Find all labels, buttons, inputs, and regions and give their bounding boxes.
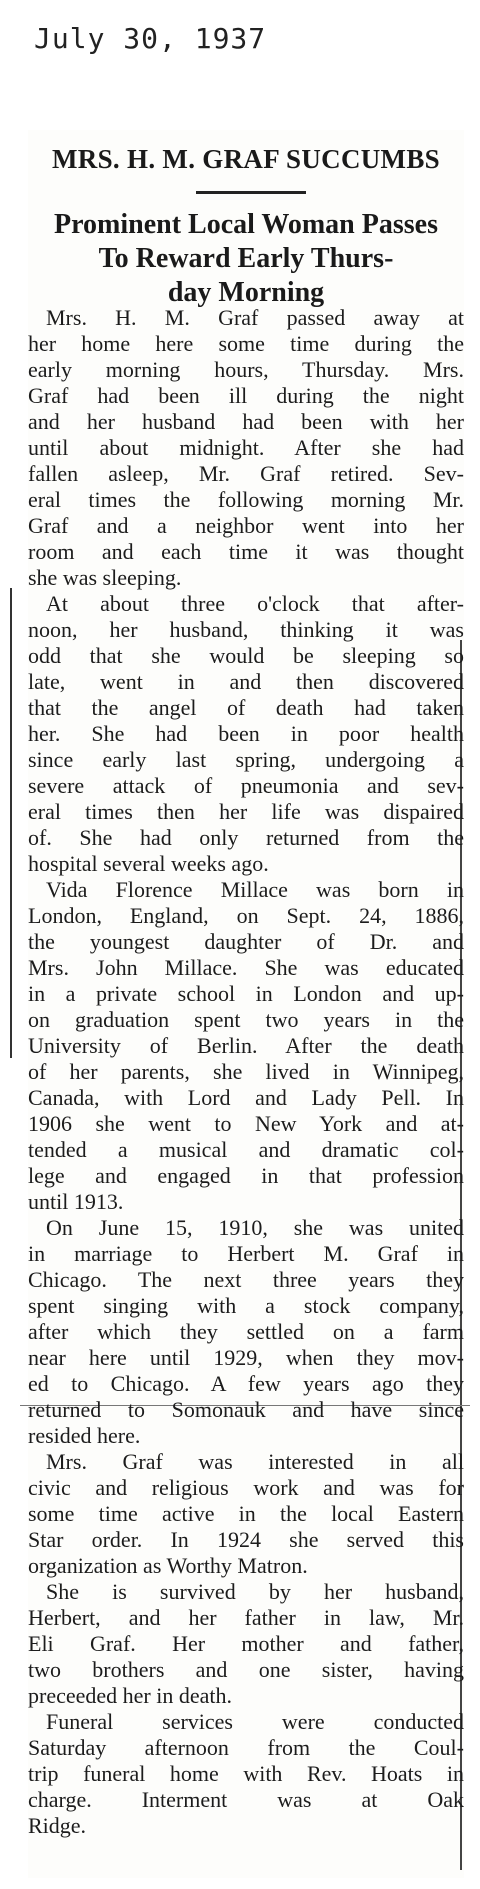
- article-paragraph: [28, 1579, 464, 1709]
- clipping-left-edge: [10, 588, 12, 1058]
- article-line: fallen asleep, Mr. Graf retired. Sev-: [28, 461, 464, 486]
- article-line: civic and religious work and was for: [28, 1475, 464, 1500]
- article-line: of. She had only returned from the: [28, 825, 464, 850]
- article-paragraph: [28, 1215, 464, 1449]
- article-line: two brothers and one sister, having: [28, 1657, 464, 1682]
- article-line: trip funeral home with Rev. Hoats in: [28, 1761, 464, 1786]
- article-line: and her husband had been with her: [28, 409, 464, 434]
- article-line: early morning hours, Thursday. Mrs.: [28, 357, 464, 382]
- subheadline-line: day Morning: [167, 277, 325, 308]
- article-line: her. She had been in poor health: [28, 721, 464, 746]
- article-line: At about three o'clock that after-: [46, 591, 464, 616]
- article-line: that the angel of death had taken: [28, 695, 464, 720]
- article-line: since early last spring, undergoing a: [28, 747, 464, 772]
- article-line: Graf and a neighbor went into her: [28, 513, 464, 538]
- article-line: in a private school in London and up-: [28, 981, 464, 1006]
- article-line: Mrs. H. M. Graf passed away at: [46, 305, 464, 330]
- article-line: in marriage to Herbert M. Graf in: [28, 1241, 464, 1266]
- article-line: she was sleeping.: [28, 565, 182, 590]
- article-line: preceeded her in death.: [28, 1683, 232, 1708]
- article-line: until 1913.: [28, 1189, 124, 1214]
- article-line: tended a musical and dramatic col-: [28, 1137, 464, 1162]
- article-line: the youngest daughter of Dr. and: [28, 929, 464, 954]
- article-line: until about midnight. After she had: [28, 435, 464, 460]
- article-line: Ridge.: [28, 1813, 87, 1838]
- article-line: Canada, with Lord and Lady Pell. In: [28, 1085, 464, 1110]
- article-line: returned to Somonauk and have since: [28, 1397, 464, 1422]
- subheadline: [28, 208, 464, 310]
- article-line: Mrs. Graf was interested in all: [46, 1449, 464, 1474]
- article-line: Mrs. John Millace. She was educated: [28, 955, 464, 980]
- article-line: some time active in the local Eastern: [28, 1501, 464, 1526]
- article-paragraph: [28, 591, 464, 877]
- article-line: eral times the following morning Mr.: [28, 487, 464, 512]
- headline: MRS. H. M. GRAF SUCCUMBS: [52, 144, 440, 174]
- article-line: Graf had been ill during the night: [28, 383, 464, 408]
- article-paragraph: [28, 305, 464, 591]
- article-line: noon, her husband, thinking it was: [28, 617, 464, 642]
- article-line: lege and engaged in that profession: [28, 1163, 464, 1188]
- article-line: Eli Graf. Her mother and father,: [28, 1631, 464, 1656]
- subheadline-line: Prominent Local Woman Passes: [54, 209, 438, 240]
- article-paragraph: [28, 877, 464, 1215]
- article-line: odd that she would be sleeping so: [28, 643, 464, 668]
- article-paragraph: [28, 1709, 464, 1839]
- article-line: Funeral services were conducted: [46, 1709, 464, 1734]
- article-line: her home here some time during the: [28, 331, 464, 356]
- article-line: eral times then her life was dispaired: [28, 799, 464, 824]
- article-paragraph: [28, 1449, 464, 1579]
- article-line: ed to Chicago. A few years ago they: [28, 1371, 464, 1396]
- article-line: of her parents, she lived in Winnipeg,: [28, 1059, 464, 1084]
- clipping-date: July 30, 1937: [34, 22, 267, 55]
- article-line: University of Berlin. After the death: [28, 1033, 464, 1058]
- article-line: after which they settled on a farm: [28, 1319, 464, 1344]
- article-line: Star order. In 1924 she served this: [28, 1527, 464, 1552]
- article-line: 1906 she went to New York and at-: [28, 1111, 464, 1136]
- article-line: She is survived by her husband,: [46, 1579, 464, 1604]
- article-line: late, went in and then discovered: [28, 669, 464, 694]
- subheadline-line: To Reward Early Thurs-: [98, 243, 394, 274]
- article-line: spent singing with a stock company,: [28, 1293, 464, 1318]
- article-body: [28, 305, 464, 1839]
- article-line: Saturday afternoon from the Coul-: [28, 1735, 464, 1760]
- article-line: On June 15, 1910, she was united: [46, 1215, 464, 1240]
- article-line: resided here.: [28, 1423, 141, 1448]
- article-line: on graduation spent two years in the: [28, 1007, 464, 1032]
- article-line: severe attack of pneumonia and sev-: [28, 773, 464, 798]
- article-line: London, England, on Sept. 24, 1886,: [28, 903, 464, 928]
- article-line: near here until 1929, when they mov-: [28, 1345, 464, 1370]
- headline-rule: [196, 191, 306, 194]
- article-line: hospital several weeks ago.: [28, 851, 269, 876]
- article-line: Herbert, and her father in law, Mr.: [28, 1605, 464, 1630]
- article-line: Vida Florence Millace was born in: [46, 877, 464, 902]
- article-line: charge. Interment was at Oak: [28, 1787, 464, 1812]
- article-line: room and each time it was thought: [28, 539, 464, 564]
- article-line: Chicago. The next three years they: [28, 1267, 464, 1292]
- article-line: organization as Worthy Matron.: [28, 1553, 308, 1578]
